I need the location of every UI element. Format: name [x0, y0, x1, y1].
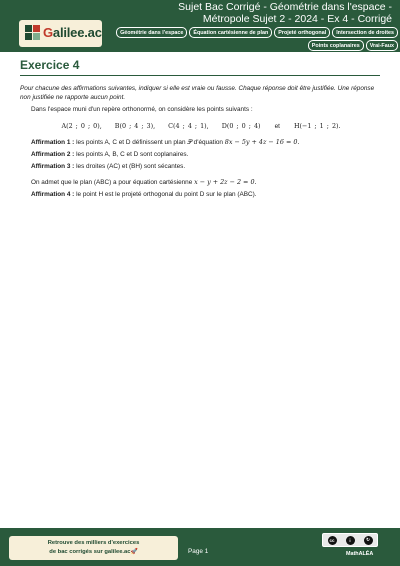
page-number: Page 1	[188, 548, 209, 555]
affirmation-2-label: Affirmation 2 :	[31, 151, 75, 158]
plane-statement	[20, 178, 382, 187]
affirmation-1	[20, 138, 382, 147]
point-a: A(2 ; 0 ; 0),	[61, 122, 102, 130]
cc-by-icon: i	[346, 536, 355, 545]
mathalea-brand: MathALÉA	[346, 551, 374, 557]
footer-promo-line-1: Retrouve des milliers d'exercices	[47, 540, 140, 546]
point-d: D(0 ; 0 ; 4)	[221, 122, 261, 130]
title-divider	[20, 75, 380, 76]
affirmation-3-label: Affirmation 3 :	[31, 163, 75, 170]
title-line-1: Sujet Bac Corrigé - Géométrie dans l'espace -	[178, 1, 392, 13]
points-list	[20, 122, 382, 131]
plane-text: On admet que le plan (ABC) a pour équation cartésienne	[31, 179, 195, 186]
logo-text: Galilee.ac	[43, 25, 102, 40]
exercise-body	[20, 84, 382, 199]
affirmation-1-label: Affirmation 1 :	[31, 139, 75, 146]
topic-tags	[110, 27, 398, 51]
plane-equation: x − y + 2z − 2 = 0.	[194, 178, 257, 186]
exercise-title: Exercice 4	[20, 58, 80, 72]
creative-commons-badge	[322, 533, 378, 547]
footer-promo[interactable]	[9, 536, 178, 560]
tag-intersection-droites[interactable]: Intersection de droites	[332, 27, 398, 38]
affirmation-4-label: Affirmation 4 :	[31, 191, 75, 198]
affirmation-1-text: les points A, C et D définissent un plan 𝒫 d'équation	[74, 139, 225, 146]
tag-points-coplanaires[interactable]: Points coplanaires	[308, 40, 364, 51]
point-b: B(0 ; 4 ; 3),	[114, 122, 156, 130]
cc-icon: cc	[329, 537, 335, 543]
points-conjunction: et	[274, 123, 280, 130]
logo-mark-icon	[25, 25, 41, 42]
affirmation-3-text: les droites (AC) et (BH) sont sécantes.	[74, 163, 186, 170]
document-title	[112, 1, 392, 25]
point-h: H(−1 ; 1 ; 2).	[293, 122, 341, 130]
affirmation-1-equation: 8x − 5y + 4z − 16 = 0.	[224, 138, 300, 146]
tag-geometrie-espace[interactable]: Géométrie dans l'espace	[116, 27, 187, 38]
tag-equation-cartesienne[interactable]: Équation cartésienne de plan	[189, 27, 272, 38]
title-line-2: Métropole Sujet 2 - 2024 - Ex 4 - Corrigé	[202, 13, 392, 25]
cc-sa-icon: ↻	[364, 536, 373, 545]
galilee-logo[interactable]	[19, 20, 102, 47]
affirmation-4	[20, 190, 382, 199]
affirmation-2-text: les points A, B, C et D sont coplanaires.	[74, 151, 189, 158]
tag-projete-orthogonal[interactable]: Projeté orthogonal	[274, 27, 330, 38]
affirmation-4-text: le point H est le projeté orthogonal du point D sur le plan (ABC).	[74, 191, 257, 198]
footer-promo-line-2: de bac corrigés sur galilee.ac🚀	[49, 548, 138, 555]
setup-text: Dans l'espace muni d'un repère orthonormé, on considère les points suivants :	[31, 106, 253, 113]
tag-vrai-faux[interactable]: Vrai-Faux	[366, 40, 398, 51]
affirmation-2	[20, 150, 382, 159]
point-c: C(4 ; 4 ; 1),	[168, 122, 209, 130]
affirmation-3	[20, 162, 382, 171]
exercise-instructions: Pour chacune des affirmations suivantes, indiquer si elle est vraie ou fausse. Chaque réponse doit être justifiée. Une réponse non justifiée ne rapporte aucun point.	[20, 85, 375, 101]
